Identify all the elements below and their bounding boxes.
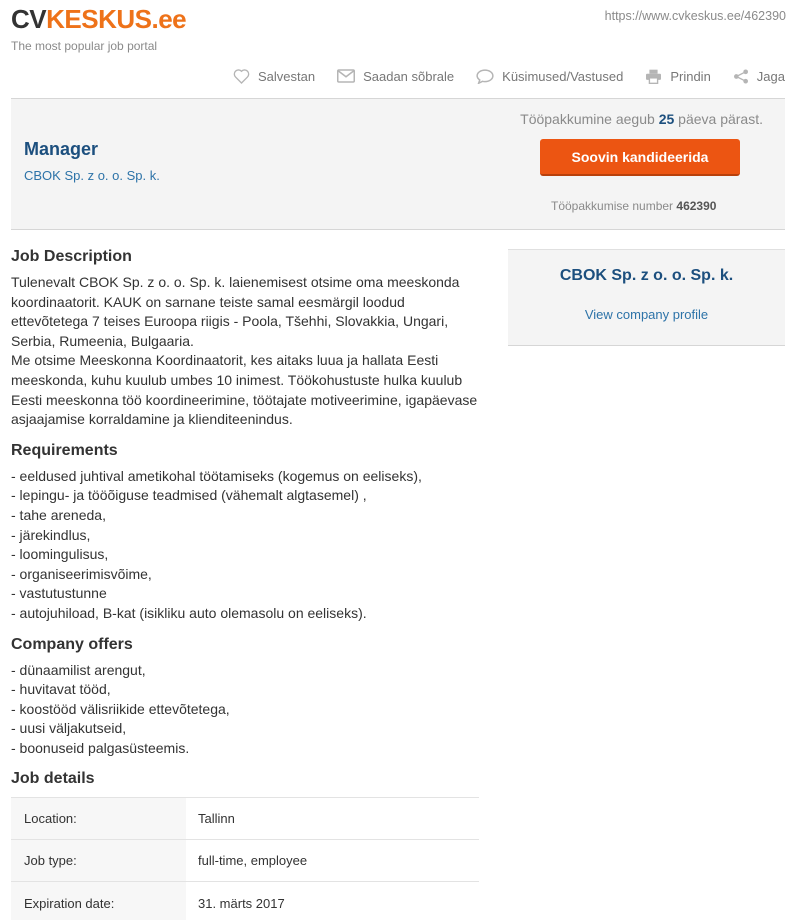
logo-keskus: KESKUS.ee — [46, 4, 187, 34]
requirements-section — [11, 442, 479, 624]
questions-answers-label: Küsimused/Vastused — [502, 68, 624, 84]
job-details-title: Job details — [11, 770, 95, 788]
job-title: Manager — [24, 139, 99, 159]
heart-icon — [233, 69, 250, 84]
detail-key: Location: — [11, 798, 186, 840]
action-toolbar — [0, 66, 785, 86]
detail-value: full-time, employee — [198, 853, 308, 869]
job-details-section — [11, 770, 479, 920]
share-label: Jaga — [756, 68, 785, 84]
requirement-item: - loomingulisus, — [11, 546, 109, 563]
requirement-item: - järekindlus, — [11, 526, 91, 543]
expiry-days: 25 — [658, 111, 675, 127]
apply-button[interactable]: Soovin kandideerida — [540, 139, 740, 176]
share-icon — [733, 69, 749, 84]
share-button[interactable] — [733, 69, 785, 84]
expiry-prefix: Tööpakkumine aegub — [520, 111, 655, 127]
company-name: CBOK Sp. z o. o. Sp. k. — [559, 267, 734, 284]
detail-value: Tallinn — [198, 811, 235, 827]
expiry-suffix: päeva pärast. — [678, 111, 763, 127]
requirements-title: Requirements — [11, 441, 118, 459]
offer-item: - dünaamilist arengut, — [11, 661, 146, 678]
company-offers-section — [11, 636, 479, 759]
description-paragraph: Me otsime Meeskonna Koordinaatorit, kes aitaks luua ja hallata Eesti meeskonda, kuhu kuulub umbes 10 inimest. Töökohustuste hulka kuulub Eesti meeskonna töö koordineerimine, töötajate motiveerimine, igapäevase asjaajamise korraldamine ja klienditeenindus. — [11, 352, 478, 428]
expiry-notice — [520, 111, 763, 127]
offer-number-value: 462390 — [676, 199, 717, 213]
page-url: https://www.cvkeskus.ee/462390 — [604, 9, 786, 23]
tagline: The most popular job portal — [11, 39, 158, 53]
offer-number-label: Tööpakkumise number — [551, 199, 674, 213]
table-row — [11, 840, 479, 882]
job-company-link[interactable]: CBOK Sp. z o. o. Sp. k. — [24, 168, 160, 183]
job-details-table — [11, 797, 479, 920]
questions-answers-button[interactable] — [476, 69, 623, 84]
company-card — [508, 249, 785, 346]
offer-item: - uusi väljakutseid, — [11, 720, 127, 737]
save-label: Salvestan — [257, 68, 316, 84]
offer-number — [551, 199, 716, 213]
requirement-item: - lepingu- ja tööõiguse teadmised (vähemalt algtasemel) , — [11, 487, 367, 504]
company-offers-title: Company offers — [11, 635, 133, 653]
requirement-item: - autojuhiload, B-kat (isikliku auto olemasolu on eeliseks). — [11, 604, 367, 621]
requirement-item: - vastutustunne — [11, 585, 107, 602]
requirement-item: - eeldused juhtival ametikohal töötamiseks (kogemus on eeliseks), — [11, 467, 422, 484]
print-label: Prindin — [670, 68, 711, 84]
send-to-friend-button[interactable] — [337, 69, 454, 84]
job-header — [11, 98, 785, 230]
save-button[interactable] — [233, 69, 315, 84]
envelope-icon — [337, 69, 355, 83]
job-description-section — [11, 248, 479, 430]
offer-item: - boonuseid palgasüsteemis. — [11, 739, 190, 756]
description-paragraph: Tulenevalt CBOK Sp. z o. o. Sp. k. laienemisest otsime oma meeskonda koordinaatorit. KAUK on sarnane teiste samal eesmärgil loodud ettevõtetega 7 teises Euroopa riigis - Poola, Tšehhi, Slovakkia, Ungari, Serbia, Rumeenia, Bulgaaria. — [11, 274, 460, 349]
job-content — [11, 248, 479, 920]
requirement-item: - organiseerimisvõime, — [11, 565, 152, 582]
detail-value: 31. märts 2017 — [198, 895, 285, 911]
print-button[interactable] — [645, 69, 710, 84]
view-company-profile-link[interactable]: View company profile — [584, 307, 709, 322]
requirement-item: - tahe areneda, — [11, 506, 106, 523]
table-row — [11, 798, 479, 840]
send-to-friend-label: Saadan sõbrale — [363, 68, 455, 84]
table-row — [11, 882, 479, 920]
detail-key: Expiration date: — [11, 882, 186, 920]
speech-bubble-icon — [476, 69, 494, 84]
offer-item: - huvitavat tööd, — [11, 681, 111, 698]
offer-item: - koostööd välisriikide ettevõtetega, — [11, 700, 230, 717]
detail-key: Job type: — [11, 840, 186, 882]
cvkeskus-logo[interactable] — [11, 4, 186, 34]
printer-icon — [645, 69, 662, 84]
logo-cv: CV — [11, 4, 47, 34]
job-description-title: Job Description — [11, 248, 132, 265]
